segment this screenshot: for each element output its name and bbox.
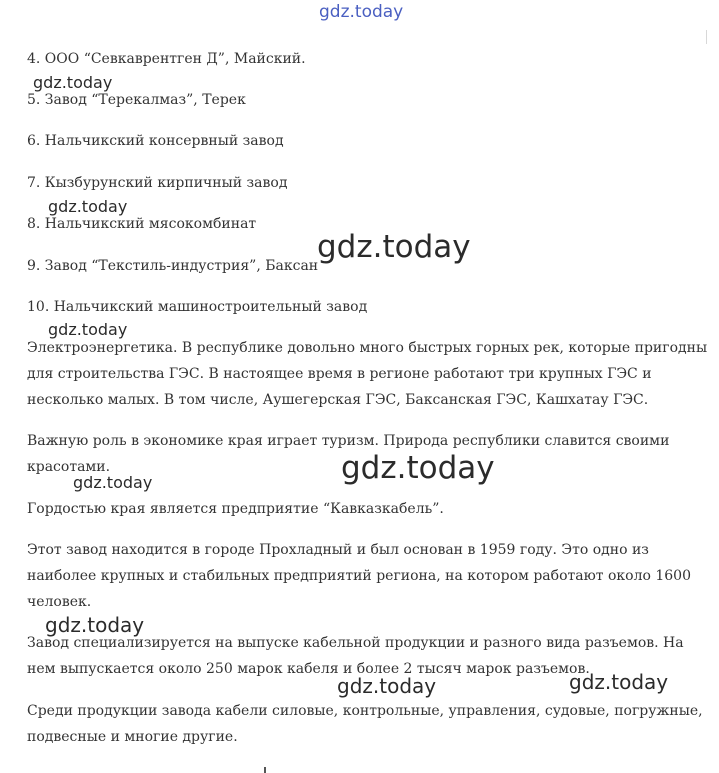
paragraph-line: Важную роль в экономике края играет туризм. Природа республики славится своими (27, 433, 670, 449)
paragraph-line: красотами. (27, 459, 111, 475)
corner-divider (706, 30, 713, 44)
list-item: 5. Завод “Терекалмаз”, Терек (27, 92, 246, 108)
paragraph-line: нем выпускается около 250 марок кабеля и более 2 тысяч марок разъемов. (27, 661, 590, 677)
watermark: gdz.today (45, 613, 145, 637)
paragraph-line: Гордостью края является предприятие “Кавказкабель”. (27, 501, 444, 517)
list-item: 7. Кызбурунский кирпичный завод (27, 175, 288, 191)
watermark: gdz.today (33, 73, 113, 92)
paragraph-line: Электроэнергетика. В республике довольно много быстрых горных рек, которые пригодны (27, 340, 708, 356)
paragraph-line: несколько малых. В том числе, Аушегерская ГЭС, Баксанская ГЭС, Кашхатау ГЭС. (27, 392, 649, 408)
watermark: gdz.today (569, 670, 669, 694)
list-item: 9. Завод “Текстиль-индустрия”, Баксан (27, 258, 319, 274)
paragraph-line: наиболее крупных и стабильных предприятий региона, на котором работают около 1600 (27, 568, 691, 584)
paragraph-line: человек. (27, 594, 92, 610)
watermark: gdz.today (48, 320, 128, 339)
page-edge-mark (264, 767, 266, 773)
header-watermark: gdz.today (319, 2, 404, 22)
paragraph-line: Среди продукции завода кабели силовые, контрольные, управления, судовые, погружные, (27, 703, 703, 719)
paragraph-line: Этот завод находится в городе Прохладный и был основан в 1959 году. Это одно из (27, 542, 649, 558)
list-item: 10. Нальчикский машиностроительный завод (27, 299, 368, 315)
paragraph-line: подвесные и многие другие. (27, 729, 238, 745)
watermark: gdz.today (337, 674, 437, 698)
watermark: gdz.today (317, 229, 471, 265)
list-item: 4. ООО “Севкаврентген Д”, Майский. (27, 51, 306, 67)
watermark: gdz.today (73, 473, 153, 492)
paragraph-line: для строительства ГЭС. В настоящее время в регионе работают три крупных ГЭС и (27, 366, 652, 382)
list-item: 6. Нальчикский консервный завод (27, 133, 284, 149)
watermark: gdz.today (341, 450, 495, 486)
list-item: 8. Нальчикский мясокомбинат (27, 216, 257, 232)
watermark: gdz.today (48, 197, 128, 216)
paragraph-line: Завод специализируется на выпуске кабельной продукции и разного вида разъемов. На (27, 635, 684, 651)
